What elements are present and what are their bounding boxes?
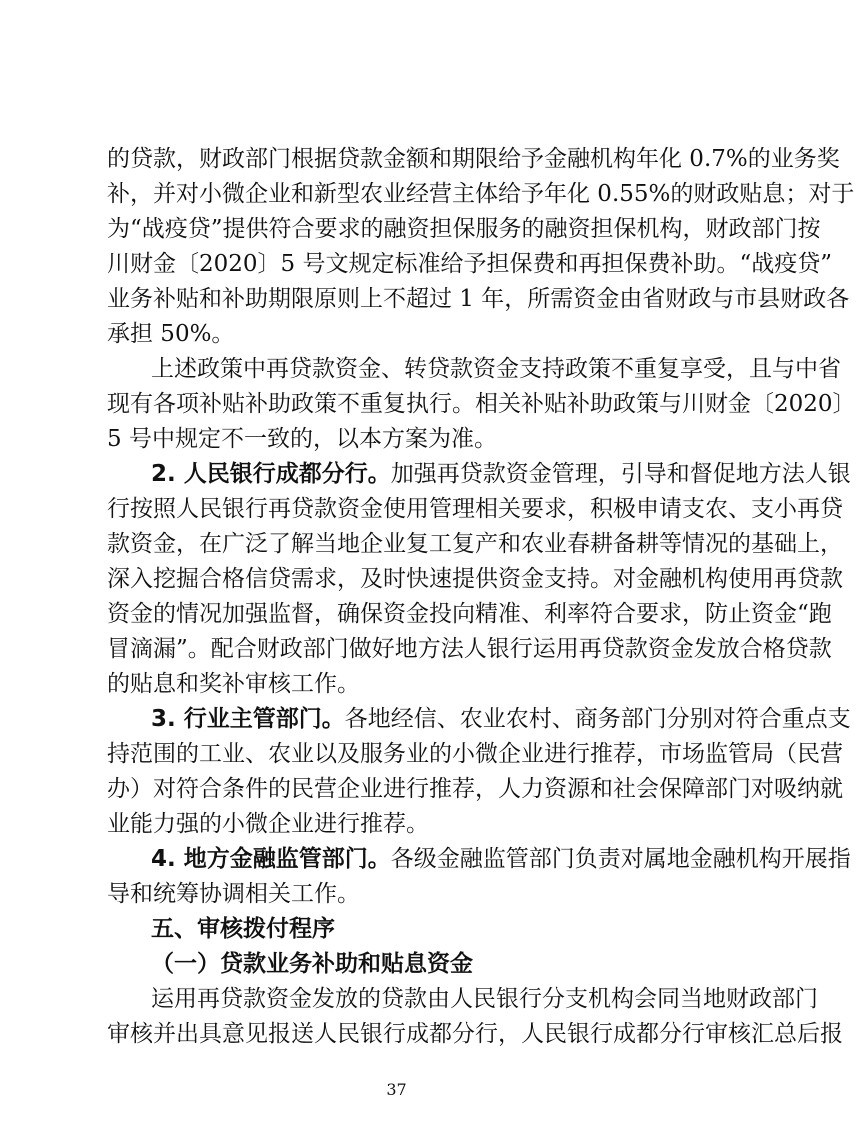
section-lead-industry: 3. 行业主管部门。 [151, 706, 345, 732]
body-line: 业务补贴和补助期限原则上不超过 1 年，所需资金由省财政与市县财政各 [107, 286, 850, 312]
body-line: 补，并对小微企业和新型农业经营主体给予年化 0.55%的财政贴息；对于 [107, 181, 855, 207]
section-lead-bank: 2. 人民银行成都分行。 [151, 461, 391, 487]
subsection-heading: （一）贷款业务补助和贴息资金 [151, 951, 473, 977]
body-line: 持范围的工业、农业以及服务业的小微企业进行推荐，市场监管局（民营 [107, 741, 843, 767]
paragraph-line [151, 454, 851, 494]
body-line: 5 号中规定不一致的，以本方案为准。 [107, 426, 497, 452]
body-line: 款资金，在广泛了解当地企业复工复产和农业春耕备耕等情况的基础上， [107, 531, 843, 557]
body-line: 上述政策中再贷款资金、转贷款资金支持政策不重复享受，且与中省 [151, 356, 841, 382]
body-text: 各地经信、农业农村、商务部门分别对符合重点支 [344, 706, 851, 732]
body-line: 冒滴漏”。配合财政部门做好地方法人银行运用再贷款资金发放合格贷款 [107, 636, 832, 662]
page-number: 37 [386, 1080, 407, 1099]
paragraph-line [151, 699, 851, 739]
body-line: 业能力强的小微企业进行推荐。 [107, 811, 429, 837]
body-line: 现有各项补贴补助政策不重复执行。相关补贴补助政策与川财金〔2020〕 [107, 391, 856, 417]
body-line: 行按照人民银行再贷款资金使用管理相关要求，积极申请支农、支小再贷 [107, 496, 843, 522]
body-line: 承担 50%。 [107, 321, 235, 347]
paragraph-line [151, 839, 851, 879]
body-line: 为“战疫贷”提供符合要求的融资担保服务的融资担保机构，财政部门按 [107, 216, 821, 242]
section-lead-finance: 4. 地方金融监管部门。 [151, 846, 391, 872]
body-line: 深入挖掘合格信贷需求，及时快速提供资金支持。对金融机构使用再贷款 [107, 566, 843, 592]
body-line: 的贷款，财政部门根据贷款金额和期限给予金融机构年化 0.7%的业务奖 [107, 146, 840, 172]
body-text: 各级金融监管部门负责对属地金融机构开展指 [390, 846, 851, 872]
body-line: 资金的情况加强监督，确保资金投向精准、利率符合要求，防止资金“跑 [107, 601, 832, 627]
body-line: 办）对符合条件的民营企业进行推荐，人力资源和社会保障部门对吸纳就 [107, 776, 843, 802]
body-line: 运用再贷款资金发放的贷款由人民银行分支机构会同当地财政部门 [151, 986, 818, 1012]
body-text: 加强再贷款资金管理，引导和督促地方法人银 [390, 461, 851, 487]
body-line: 导和统筹协调相关工作。 [107, 881, 360, 907]
body-line: 川财金〔2020〕5 号文规定标准给予担保费和再担保费补助。“战疫贷” [107, 251, 832, 277]
section-heading: 五、审核拨付程序 [151, 916, 335, 942]
body-line: 的贴息和奖补审核工作。 [107, 671, 360, 697]
body-line: 审核并出具意见报送人民银行成都分行，人民银行成都分行审核汇总后报 [107, 1021, 843, 1047]
